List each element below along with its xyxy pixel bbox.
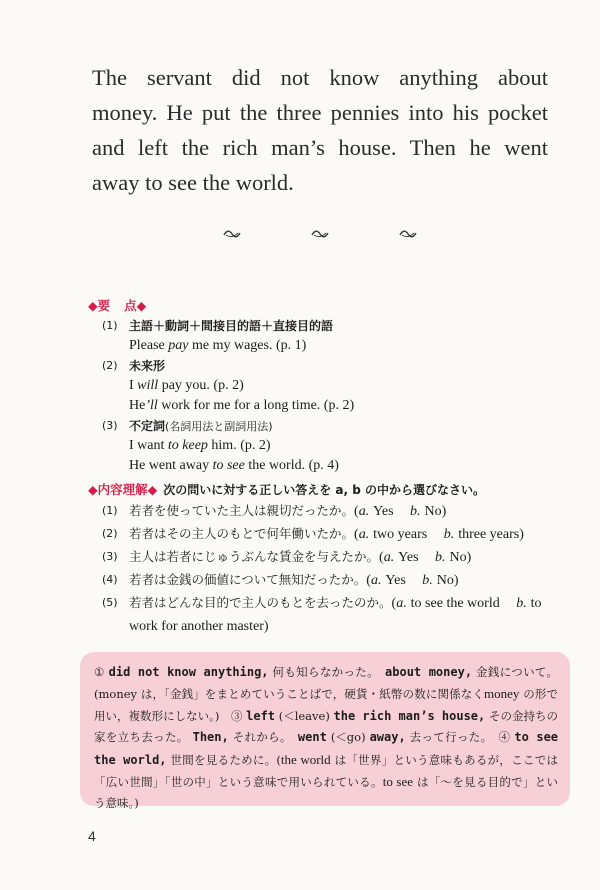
question-number: (2) [102, 527, 118, 540]
story-line-4: away to see the world. [92, 170, 294, 195]
ornament-icon [222, 226, 242, 242]
question-number: (3) [102, 550, 118, 563]
question-text: 主人は若者にじゅうぶんな賃金を与えたか。(a. Yes b. No) [129, 549, 472, 565]
question-item [92, 523, 562, 546]
story-paragraph [92, 60, 548, 200]
example-sentence: Please pay me my wages. (p. 1) [129, 338, 307, 353]
question-number: (5) [102, 596, 118, 609]
question-text: 若者はどんな目的で主人のもとを去ったのか。(a. to see the world b. to work for another master) [129, 595, 542, 634]
question-number: (1) [102, 504, 118, 517]
example-sentence: I will pay you. (p. 2) [129, 378, 244, 393]
point-title: 主語＋動詞＋間接目的語＋直接目的語 [129, 319, 334, 333]
point-number: (3) [102, 419, 118, 432]
point-title: 不定詞(名詞用法と副詞用法) [129, 419, 273, 433]
key-points-title: ◆要 点◆ [88, 298, 147, 313]
example-sentence: He’ll work for me for a long time. (p. 2) [129, 398, 355, 413]
example-sentence: He went away to see the world. (p. 4) [129, 458, 339, 473]
key-points-section [88, 296, 562, 638]
story-line-1: The servant did not know anything about [92, 65, 548, 90]
point-item [92, 356, 562, 416]
question-text: 若者はその主人のもとで何年働いたか。(a. two years b. three years) [129, 526, 524, 542]
question-text: 若者を使っていた主人は親切だったか。(a. Yes b. No) [129, 503, 447, 519]
ornament-icon [398, 226, 418, 242]
comprehension-title: ◆内容理解◆ [88, 482, 158, 497]
point-item [92, 316, 562, 356]
vocabulary-notes-box: ① did not know anything, 何も知らなかった。 about money, 金銭について。(money は，「金銭」をまとめていうことばで，硬貨・紙幣の数に関係なくmoney の形で用い，複数形にしない。) ③ left (＜leave) the rich man’s house, その金持ちの家を立ち去った。 Then, それから。 went (＜go) away, 去って行った。 ④ to see the world, 世間を見るために。(the world は「世界」という意味もあるが，ここでは「広い世間」「世の中」という意味で用いられている。to see は「～を見る目的で」という意味。) [80, 652, 570, 806]
question-number: (4) [102, 573, 118, 586]
point-title: 未来形 [129, 359, 166, 373]
question-list [92, 500, 562, 638]
story-line-3: and left the rich man’s house. Then he went [92, 135, 548, 160]
ornament-divider [0, 226, 600, 246]
comprehension-instruction: 次の問いに対する正しい答えを a, b の中から選びなさい。 [163, 483, 486, 497]
story-line-2: money. He put the three pennies into his pocket [92, 100, 548, 125]
point-number: (1) [102, 319, 118, 332]
ornament-icon [310, 226, 330, 242]
question-item [92, 500, 562, 523]
question-item [92, 592, 562, 638]
question-item [92, 569, 562, 592]
comprehension-header [88, 480, 562, 500]
point-item [92, 416, 562, 476]
question-text: 若者は金銭の価値について無知だったか。(a. Yes b. No) [129, 572, 459, 588]
page-number: 4 [88, 828, 96, 844]
point-number: (2) [102, 359, 118, 372]
example-sentence: I want to keep him. (p. 2) [129, 438, 271, 453]
question-item [92, 546, 562, 569]
